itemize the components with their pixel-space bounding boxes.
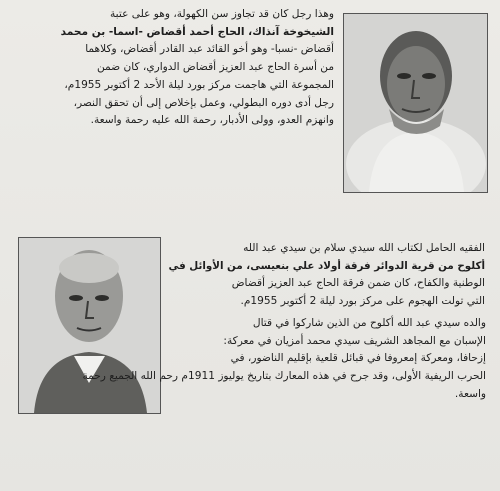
text-line: وهذا رجل كان قد تجاوز سن الكهولة، وهو على عتبة: [110, 8, 334, 20]
text-line: أقضاض -نسبا- وهو أخو القائد عبد القادر أقضاض، وكلاهما: [85, 43, 334, 56]
portrait-photo-haj-ahmed-aqdad: [343, 13, 488, 193]
text-line: المجموعة التي هاجمت مركز بورد ليلة الأحد 2 أكتوبر 1955م،: [64, 78, 334, 91]
text-line: الحرب الريفية الأولى، وقد جرح في هذه المعارك بتاريخ يوليوز 1911م رحم الله الجميع رحمة: [82, 370, 486, 383]
section-3-paragraph: [14, 315, 486, 404]
section-2-paragraph: [165, 240, 485, 311]
text-line: الشيخوخة آنذاك، الحاج أحمد أقضاض -اسما- بن محمد: [60, 25, 334, 38]
text-line: الفقيه الحامل لكتاب الله سيدي سلام بن سيدي عبد الله: [243, 242, 485, 254]
text-line: الإسبان مع المجاهد الشريف سيدي محمد أمزيان في معركة:: [223, 334, 486, 347]
text-line: إزحافا، ومعركة إمعروفا في قبائل قلعية بإقليم الناضور، في: [230, 352, 486, 365]
section-1-paragraph: [14, 6, 334, 130]
text-line: الوطنية والكفاح، كان ضمن فرقة الحاج عبد العزيز أقضاض: [231, 277, 485, 290]
text-line: وانهزم العدو، وولى الأدبار، رحمة الله عليه رحمة واسعة.: [90, 114, 334, 127]
text-line: من أسرة الحاج عبد العزيز أقضاض الدواري، كان ضمن: [96, 61, 334, 74]
text-line: رجل أدى دوره البطولي، وعمل بإخلاص إلى أن تحقق النصر،: [73, 96, 334, 109]
text-line: واسعة.: [454, 387, 486, 400]
text-line: أكلوح من قرية الدوائر فرقة أولاد علي بنعيسى، من الأوائل في: [168, 259, 485, 272]
text-line: التي تولت الهجوم على مركز بورد ليلة 2 أكتوبر 1955م.: [240, 295, 485, 308]
text-line: والده سيدي عبد الله أكلوح من الذين شاركوا في قتال: [252, 317, 486, 329]
